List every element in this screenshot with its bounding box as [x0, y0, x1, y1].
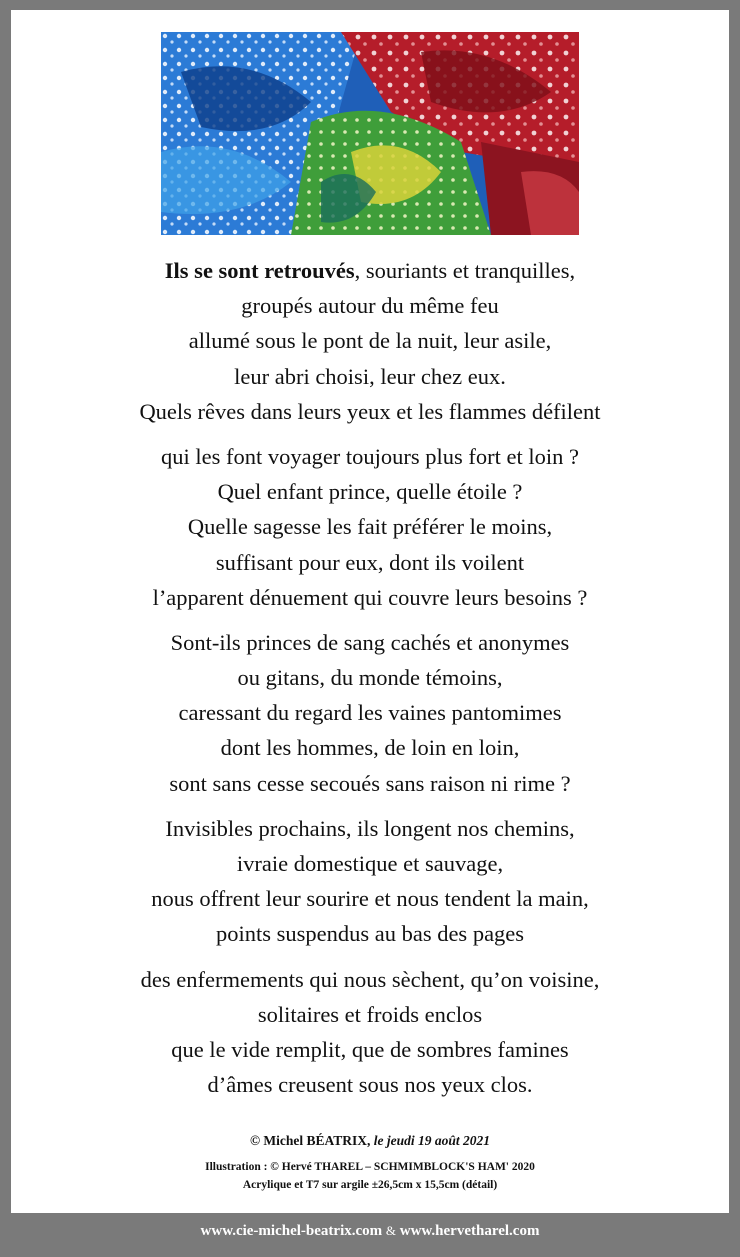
- poem: [11, 253, 729, 1112]
- stanza-2: [11, 439, 729, 615]
- poem-line: dont les hommes, de loin en loin,: [220, 735, 520, 761]
- author-credit: © Michel BÉATRIX,: [249, 1133, 371, 1148]
- poem-line: Quels rêves dans leurs yeux et les flammes défilent: [139, 398, 601, 424]
- credits: [11, 1130, 729, 1194]
- poem-line: points suspendus au bas des pages: [215, 921, 525, 947]
- illustration-credit: Illustration : © Hervé THAREL – SCHMIMBLOCK'S HAM' 2020: [205, 1161, 535, 1173]
- website-link-1[interactable]: www.cie-michel-beatrix.com: [200, 1223, 383, 1239]
- footer-separator: &: [385, 1223, 397, 1238]
- poem-line: caressant du regard les vaines pantomimes: [178, 700, 562, 726]
- footer: [0, 1213, 740, 1257]
- poem-line: sont sans cesse secoués sans raison ni rime ?: [169, 770, 571, 796]
- poem-line: nous offrent leur sourire et nous tendent la main,: [151, 886, 589, 912]
- page-frame: [11, 10, 729, 1213]
- poem-line: allumé sous le pont de la nuit, leur asile,: [188, 328, 552, 354]
- poem-line: suffisant pour eux, dont ils voilent: [215, 549, 525, 575]
- stanza-1: [11, 253, 729, 429]
- poem-line: qui les font voyager toujours plus fort et loin ?: [160, 443, 580, 469]
- poem-line: que le vide remplit, que de sombres famines: [171, 1036, 569, 1062]
- poem-line: des enfermements qui nous sèchent, qu’on voisine,: [140, 966, 600, 992]
- stanza-4: [11, 811, 729, 952]
- stanza-5: [11, 962, 729, 1103]
- copyright-line: [11, 1130, 729, 1152]
- poem-line: Quel enfant prince, quelle étoile ?: [217, 479, 523, 505]
- poem-line: [11, 253, 729, 288]
- poem-line: Sont-ils princes de sang cachés et anonymes: [170, 629, 570, 655]
- poem-line: groupés autour du même feu: [241, 293, 499, 319]
- poem-line: leur abri choisi, leur chez eux.: [234, 363, 506, 389]
- medium-credit: Acrylique et T7 sur argile ±26,5cm x 15,5cm (détail): [242, 1179, 498, 1191]
- poem-line-rest: , souriants et tranquilles,: [354, 258, 576, 283]
- publication-date: le jeudi 19 août 2021: [373, 1133, 491, 1148]
- stanza-3: [11, 625, 729, 801]
- poem-line: ou gitans, du monde témoins,: [237, 665, 503, 691]
- poem-line: Invisibles prochains, ils longent nos chemins,: [165, 815, 575, 841]
- poem-line: l’apparent dénuement qui couvre leurs besoins ?: [152, 584, 588, 610]
- poem-bold-opening: Ils se sont retrouvés: [164, 258, 355, 283]
- website-link-2[interactable]: www.hervetharel.com: [399, 1223, 540, 1239]
- artwork-image: [161, 32, 579, 235]
- poem-line: d’âmes creusent sous nos yeux clos.: [207, 1072, 533, 1098]
- poem-line: Quelle sagesse les fait préférer le moins,: [187, 514, 553, 540]
- poem-line: solitaires et froids enclos: [257, 1001, 483, 1027]
- poem-line: ivraie domestique et sauvage,: [236, 851, 504, 876]
